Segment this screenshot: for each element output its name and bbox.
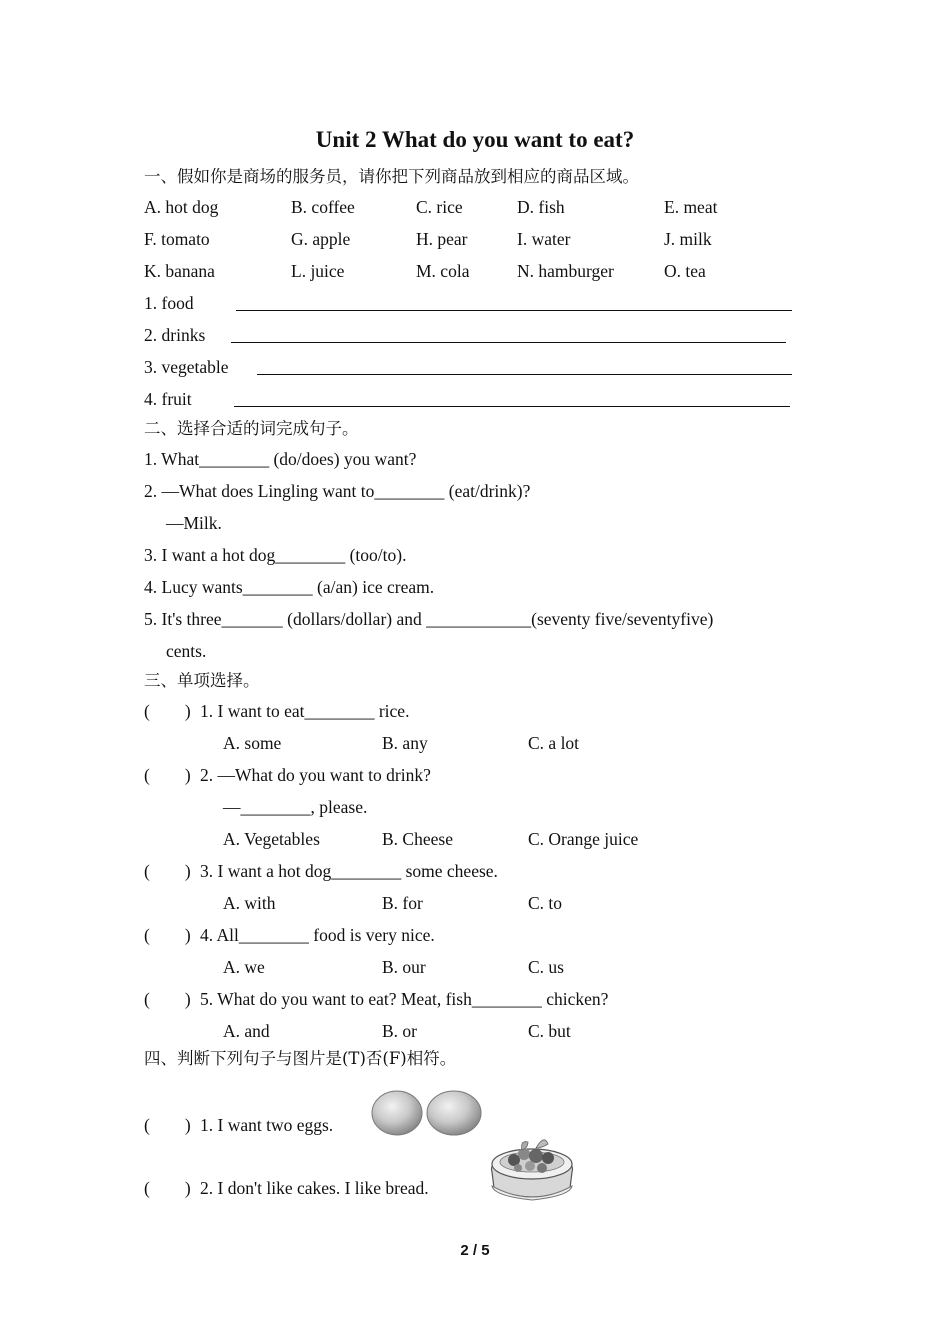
answer-bracket[interactable]: ( )	[144, 989, 191, 1009]
answer-bracket[interactable]: ( )	[144, 925, 191, 945]
option-a: A. with	[223, 893, 276, 913]
option-b: B. our	[382, 957, 426, 977]
question-stem: 2. I don't like cakes. I like bread.	[200, 1178, 429, 1198]
fill-blank-2: 2. —What does Lingling want to________ (eat/drink)?	[144, 481, 531, 501]
item-tomato: F. tomato	[144, 229, 210, 249]
item-meat: E. meat	[664, 197, 718, 217]
item-hot-dog: A. hot dog	[144, 197, 219, 217]
answer-line-food[interactable]	[236, 310, 792, 311]
option-b: B. for	[382, 893, 423, 913]
item-hamburger: N. hamburger	[517, 261, 614, 281]
option-c: C. to	[528, 893, 563, 913]
fill-blank-5: 5. It's three_______ (dollars/dollar) and ____________(seventy five/seventyfive)	[144, 609, 714, 629]
item-rice: C. rice	[416, 197, 463, 217]
option-a: A. Vegetables	[223, 829, 320, 849]
answer-bracket[interactable]: ( )	[144, 701, 191, 721]
item-juice: L. juice	[291, 261, 345, 281]
fill-blank-4: 4. Lucy wants________ (a/an) ice cream.	[144, 577, 435, 597]
option-c: C. a lot	[528, 733, 580, 753]
cake-image	[486, 1126, 578, 1204]
page-title: Unit 2 What do you want to eat?	[315, 127, 635, 152]
item-tea: O. tea	[664, 261, 706, 281]
fill-blank-3: 3. I want a hot dog________ (too/to).	[144, 545, 407, 565]
item-coffee: B. coffee	[291, 197, 355, 217]
question-stem: 4. All________ food is very nice.	[200, 925, 435, 945]
fill-blank-2-answer: —Milk.	[166, 513, 222, 533]
page-number: 2 / 5	[460, 1242, 490, 1259]
question-stem: 1. I want to eat________ rice.	[200, 701, 410, 721]
category-drinks-label: 2. drinks	[144, 325, 206, 345]
section-heading-3: 三、单项选择。	[144, 671, 260, 690]
question-dialogue-line: —________, please.	[223, 797, 368, 817]
option-c: C. Orange juice	[528, 829, 639, 849]
item-water: I. water	[517, 229, 571, 249]
category-food-label: 1. food	[144, 293, 194, 313]
item-cola: M. cola	[416, 261, 470, 281]
answer-bracket[interactable]: ( )	[144, 1115, 191, 1135]
category-fruit-label: 4. fruit	[144, 389, 192, 409]
answer-line-drinks[interactable]	[231, 342, 786, 343]
category-vegetable-label: 3. vegetable	[144, 357, 229, 377]
item-apple: G. apple	[291, 229, 351, 249]
answer-bracket[interactable]: ( )	[144, 861, 191, 881]
section-heading-1: 一、假如你是商场的服务员，请你把下列商品放到相应的商品区域。	[144, 167, 639, 186]
item-banana: K. banana	[144, 261, 215, 281]
item-pear: H. pear	[416, 229, 468, 249]
option-a: A. we	[223, 957, 265, 977]
option-c: C. us	[528, 957, 564, 977]
eggs-image	[370, 1088, 484, 1138]
option-a: A. some	[223, 733, 282, 753]
question-stem: 1. I want two eggs.	[200, 1115, 334, 1135]
section-heading-2: 二、选择合适的词完成句子。	[144, 419, 359, 438]
item-milk: J. milk	[664, 229, 712, 249]
option-b: B. or	[382, 1021, 417, 1041]
option-b: B. Cheese	[382, 829, 453, 849]
answer-line-fruit[interactable]	[234, 406, 790, 407]
answer-line-vegetable[interactable]	[257, 374, 792, 375]
option-c: C. but	[528, 1021, 571, 1041]
question-stem: 2. —What do you want to drink?	[200, 765, 431, 785]
option-a: A. and	[223, 1021, 270, 1041]
option-b: B. any	[382, 733, 428, 753]
answer-bracket[interactable]: ( )	[144, 1178, 191, 1198]
question-stem: 5. What do you want to eat? Meat, fish________ chicken?	[200, 989, 609, 1009]
fill-blank-1: 1. What________ (do/does) you want?	[144, 449, 417, 469]
item-fish: D. fish	[517, 197, 565, 217]
fill-blank-5-cont: cents.	[166, 641, 207, 661]
section-heading-4: 四、判断下列句子与图片是(T)否(F)相符。	[144, 1049, 457, 1068]
question-stem: 3. I want a hot dog________ some cheese.	[200, 861, 498, 881]
answer-bracket[interactable]: ( )	[144, 765, 191, 785]
